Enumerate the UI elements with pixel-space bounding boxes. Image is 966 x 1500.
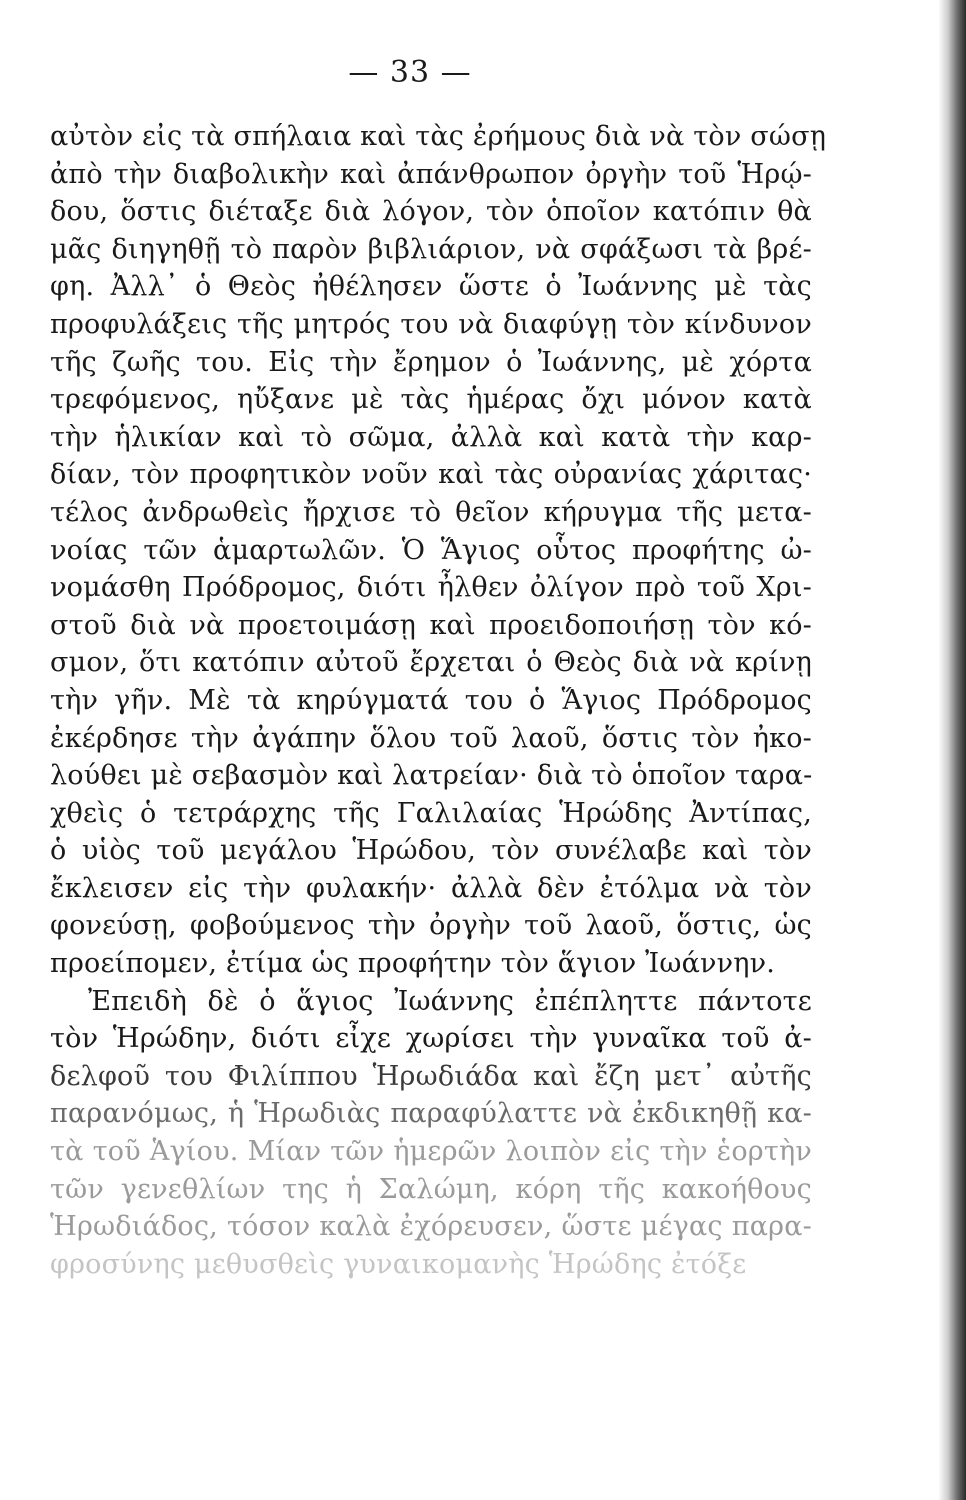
text-line: μᾶς διηγηθῇ τὸ παρὸν βιβλιάριον, νὰ σφάξωσι τὰ βρέ-	[50, 233, 812, 265]
text-line: προφυλάξεις τῆς μητρός του νὰ διαφύγῃ τὸν κίνδυνον	[50, 308, 812, 340]
text-line: προείπομεν, ἐτίμα ὡς προφήτην τὸν ἅγιον Ἰωάννην.	[50, 948, 776, 980]
text-line: ἀπὸ τὴν διαβολικὴν καὶ ἀπάνθρωπον ὀργὴν τοῦ Ἡρῴ-	[50, 158, 812, 190]
text-line: ἔκλεισεν εἰς τὴν φυλακήν· ἀλλὰ δὲν ἐτόλμα νὰ τὸν	[50, 872, 812, 904]
book-spine-shadow	[938, 0, 966, 1500]
text-line: ὁ υἱὸς τοῦ μεγάλου Ἡρώδου, τὸν συνέλαβε καὶ τὸν	[50, 835, 812, 867]
text-line: Ἡρωδιάδος, τόσον καλὰ ἐχόρευσεν, ὥστε μέγας παρα-	[50, 1211, 812, 1243]
text-line: τέλος ἀνδρωθεὶς ἤρχισε τὸ θεῖον κήρυγμα τῆς μετα-	[50, 496, 812, 528]
page-number: — 33 —	[348, 55, 472, 90]
text-line: σμον, ὅτι κατόπιν αὐτοῦ ἔρχεται ὁ Θεὸς διὰ νὰ κρίνῃ	[50, 647, 812, 679]
text-line: τῶν γενεθλίων της ἡ Σαλώμη, κόρη τῆς κακοήθους	[50, 1173, 812, 1205]
text-line: τὴν γῆν. Μὲ τὰ κηρύγματά του ὁ Ἅγιος Πρόδρομος	[50, 684, 812, 716]
text-line: νοίας τῶν ἁμαρτωλῶν. Ὁ Ἅγιος οὗτος προφήτης ὠ-	[50, 534, 812, 566]
text-line: χθεὶς ὁ τετράρχης τῆς Γαλιλαίας Ἡρώδης Ἀντίπας,	[50, 797, 812, 829]
text-line: φροσύνης μεθυσθεὶς γυναικομανὴς Ἡρώδης ἐτόξε	[50, 1248, 747, 1280]
text-line: Ἐπειδὴ δὲ ὁ ἅγιος Ἰωάννης ἐπέπληττε πάντοτε	[88, 985, 812, 1017]
text-line: στοῦ διὰ νὰ προετοιμάσῃ καὶ προειδοποιήσῃ τὸν κό-	[50, 609, 812, 641]
text-line: λούθει μὲ σεβασμὸν καὶ λατρείαν· διὰ τὸ ὁποῖον ταρα-	[50, 760, 813, 792]
text-line: δελφοῦ του Φιλίππου Ἡρωδιάδα καὶ ἔζη μετ᾽ αὐτῆς	[50, 1060, 812, 1092]
text-line: δίαν, τὸν προφητικὸν νοῦν καὶ τὰς οὐρανίας χάριτας·	[50, 459, 812, 491]
text-line: φονεύσῃ, φοβούμενος τὴν ὀργὴν τοῦ λαοῦ, ὅστις, ὡς	[50, 910, 812, 942]
text-line: φη. Ἀλλ᾽ ὁ Θεὸς ἠθέλησεν ὥστε ὁ Ἰωάννης μὲ τὰς	[50, 271, 812, 303]
text-line: νομάσθη Πρόδρομος, διότι ἦλθεν ὀλίγον πρὸ τοῦ Χρι-	[50, 572, 812, 604]
text-line: δου, ὅστις διέταξε διὰ λόγον, τὸν ὁποῖον κατόπιν θὰ	[50, 196, 812, 228]
text-line: τὸν Ἡρώδην, διότι εἶχε χωρίσει τὴν γυναῖκα τοῦ ἀ-	[50, 1023, 812, 1055]
text-line: αὐτὸν εἰς τὰ σπήλαια καὶ τὰς ἐρήμους διὰ νὰ τὸν σώσῃ	[50, 121, 827, 152]
text-line: τρεφόμενος, ηὔξανε μὲ τὰς ἡμέρας ὄχι μόνον κατὰ	[50, 384, 812, 416]
text-line: ἐκέρδησε τὴν ἀγάπην ὅλου τοῦ λαοῦ, ὅστις τὸν ἠκο-	[50, 722, 812, 754]
body-text	[50, 118, 827, 1283]
text-line: τῆς ζωῆς του. Εἰς τὴν ἔρημον ὁ Ἰωάννης, μὲ χόρτα	[50, 346, 812, 378]
text-line: τὰ τοῦ Ἁγίου. Μίαν τῶν ἡμερῶν λοιπὸν εἰς τὴν ἑορτὴν	[50, 1136, 812, 1168]
text-line: παρανόμως, ἡ Ἡρωδιὰς παραφύλαττε νὰ ἐκδικηθῇ κα-	[50, 1098, 812, 1130]
text-line: τὴν ἡλικίαν καὶ τὸ σῶμα, ἀλλὰ καὶ κατὰ τὴν καρ-	[50, 421, 812, 453]
